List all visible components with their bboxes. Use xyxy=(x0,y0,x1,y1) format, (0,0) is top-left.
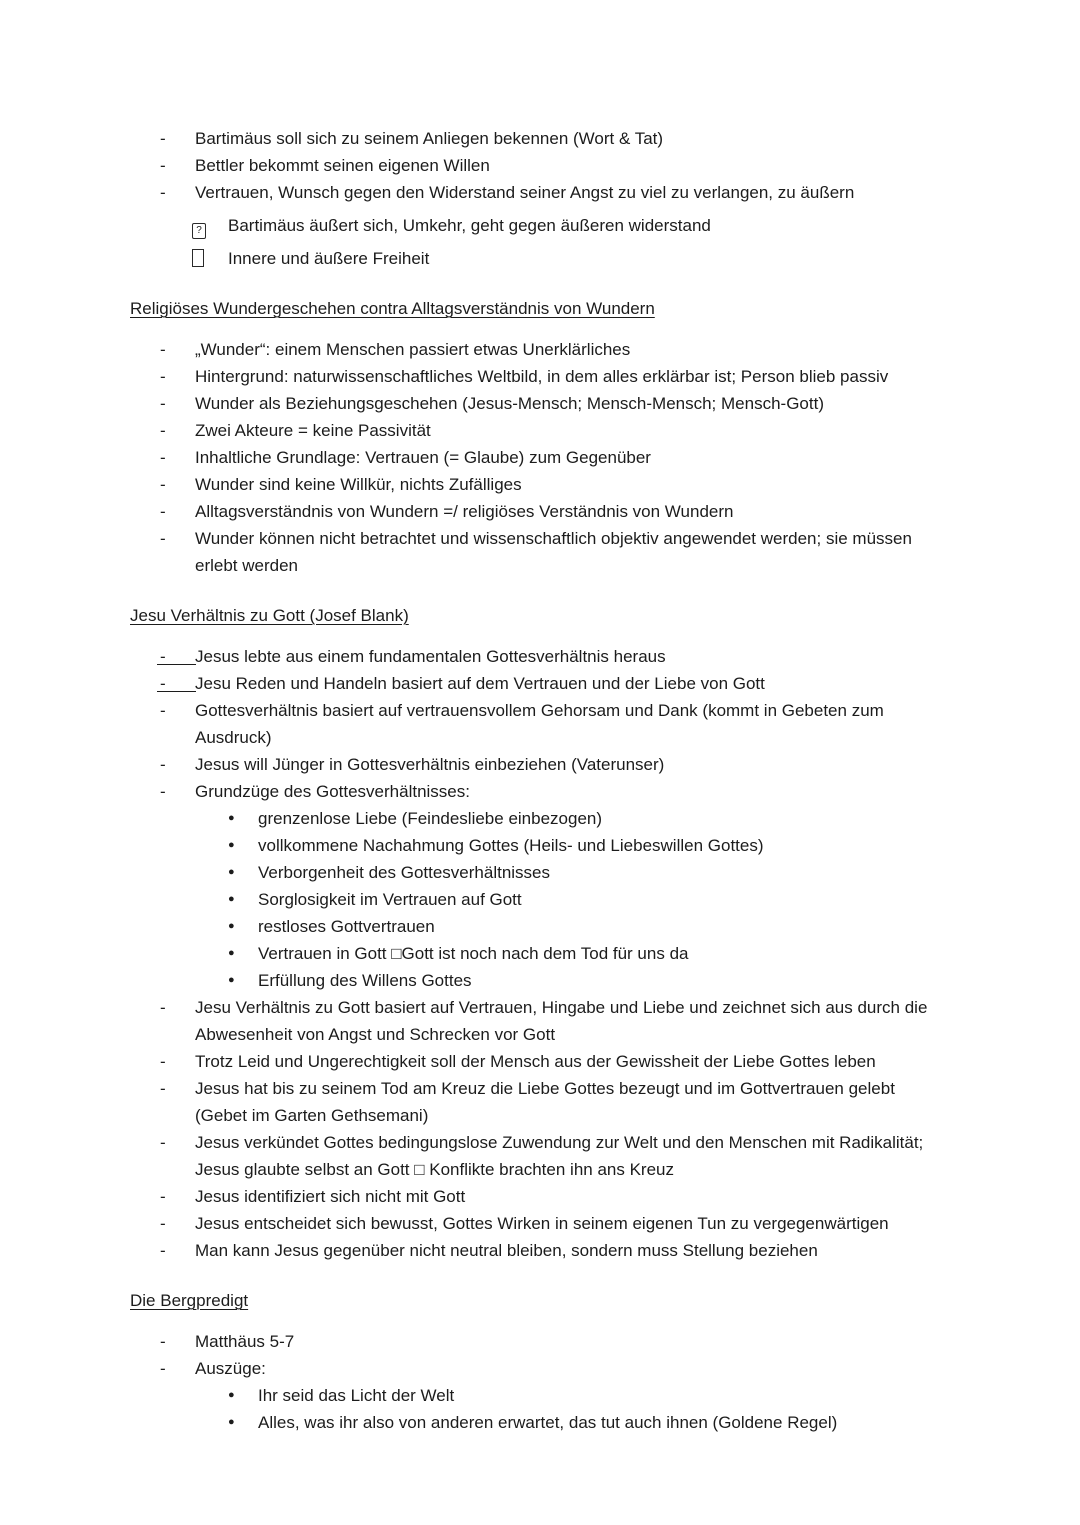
dash-bullet-icon: - xyxy=(160,367,166,386)
dash-bullet-icon: - xyxy=(160,1133,166,1152)
list-item-text: Inhaltliche Grundlage: Vertrauen (= Glaube) zum Gegenüber xyxy=(195,448,651,467)
list-item xyxy=(130,1237,942,1264)
list-item xyxy=(130,1048,942,1075)
list-bullet-item xyxy=(130,967,942,994)
list-subitem xyxy=(130,245,942,272)
list-item-text: Jesus entscheidet sich bewusst, Gottes Wirken in seinem eigenen Tun zu vergegenwärtigen xyxy=(195,1214,889,1233)
list-item xyxy=(130,179,942,206)
round-bullet-icon: ● xyxy=(228,866,235,878)
list-item-text: Gottesverhältnis basiert auf vertrauensvollem Gehorsam und Dank (kommt in Gebeten zum Ausdruck) xyxy=(195,701,884,747)
marker-cell xyxy=(192,245,228,272)
list-item-text: Ihr seid das Licht der Welt xyxy=(258,1386,455,1405)
round-bullet-icon: ● xyxy=(228,947,235,959)
list-item xyxy=(130,697,942,751)
list-item xyxy=(130,1183,942,1210)
dash-bullet-icon: - xyxy=(160,701,166,720)
list-item-text: Jesus lebte aus einem fundamentalen Gottesverhältnis heraus xyxy=(195,647,666,666)
list-subitem xyxy=(130,212,942,239)
list-item-text: Matthäus 5-7 xyxy=(195,1332,295,1351)
round-bullet-icon: ● xyxy=(228,1389,235,1401)
round-bullet-icon: ● xyxy=(228,893,235,905)
list-bullet-item xyxy=(130,1409,942,1436)
list-item-text: Verborgenheit des Gottesverhältnisses xyxy=(258,863,551,882)
section-heading: Die Bergpredigt xyxy=(130,1291,249,1310)
dash-bullet-icon: - xyxy=(160,998,166,1017)
list-item-text: restloses Gottvertrauen xyxy=(258,917,435,936)
dash-bullet-icon: - xyxy=(160,1214,166,1233)
list-item-text: Man kann Jesus gegenüber nicht neutral bleiben, sondern muss Stellung beziehen xyxy=(195,1241,818,1260)
dash-bullet-icon: - xyxy=(160,448,166,467)
list-bullet-item xyxy=(130,886,942,913)
dash-bullet-icon: - xyxy=(160,1079,166,1098)
list-item xyxy=(130,1355,942,1382)
missing-glyph-question-icon: ? xyxy=(192,223,206,239)
round-bullet-icon: ● xyxy=(228,839,235,851)
section-religioeses-wundergeschehen xyxy=(130,295,942,579)
list-item-text: Bettler bekommt seinen eigenen Willen xyxy=(195,156,490,175)
round-bullet-icon: ● xyxy=(228,974,235,986)
list-item-text: Alltagsverständnis von Wundern =/ religiöses Verständnis von Wundern xyxy=(195,502,734,521)
list-bullet-item xyxy=(130,913,942,940)
section-jesu-verhaeltnis-zu-gott xyxy=(130,602,942,1264)
missing-glyph-box-icon xyxy=(192,249,204,267)
underlined-dash-bullet-icon: - xyxy=(160,643,195,670)
list-item-text: Jesus will Jünger in Gottesverhältnis einbeziehen (Vaterunser) xyxy=(195,755,665,774)
dash-bullet-icon: - xyxy=(160,755,166,774)
list-item-text: Bartimäus soll sich zu seinem Anliegen bekennen (Wort & Tat) xyxy=(195,129,664,148)
list-item xyxy=(130,152,942,179)
dash-bullet-icon: - xyxy=(160,1052,166,1071)
dash-bullet-icon: - xyxy=(160,421,166,440)
list-item-text: vollkommene Nachahmung Gottes (Heils- und Liebeswillen Gottes) xyxy=(258,836,764,855)
section-die-bergpredigt xyxy=(130,1287,942,1436)
dash-bullet-icon: - xyxy=(160,340,166,359)
list-item-text: Auszüge: xyxy=(195,1359,266,1378)
section-heading: Religiöses Wundergeschehen contra Alltagsverständnis von Wundern xyxy=(130,299,655,318)
list-item xyxy=(130,363,942,390)
list-bullet-item xyxy=(130,832,942,859)
list-item-text: Zwei Akteure = keine Passivität xyxy=(195,421,431,440)
list-item xyxy=(130,498,942,525)
list-item xyxy=(130,336,942,363)
dash-bullet-icon: - xyxy=(160,529,166,548)
section-bartimaeus-continuation xyxy=(130,125,942,272)
list-item xyxy=(130,1129,942,1183)
list-item-text: Jesu Verhältnis zu Gott basiert auf Vertrauen, Hingabe und Liebe und zeichnet sich aus durch die Abwesenheit von Angst und Schrecken vor Gott xyxy=(195,998,928,1044)
dash-bullet-icon: - xyxy=(160,156,166,175)
list-item-text: Wunder sind keine Willkür, nichts Zufälliges xyxy=(195,475,522,494)
marker-cell xyxy=(192,212,228,239)
list-item xyxy=(130,471,942,498)
list-item-text: Jesus verkündet Gottes bedingungslose Zuwendung zur Welt und den Menschen mit Radikalität; Jesus glaubte selbst an Gott □ Konflikte brachten ihn ans Kreuz xyxy=(195,1133,924,1179)
round-bullet-icon: ● xyxy=(228,1416,235,1428)
list-item xyxy=(130,1075,942,1129)
list-item xyxy=(130,525,942,579)
list-item xyxy=(130,125,942,152)
dash-bullet-icon: - xyxy=(160,782,166,801)
list-item xyxy=(130,1328,942,1355)
list-item-text: „Wunder“: einem Menschen passiert etwas Unerklärliches xyxy=(195,340,631,359)
dash-bullet-icon: - xyxy=(160,502,166,521)
list-item xyxy=(130,778,942,805)
list-item-text: Jesus identifiziert sich nicht mit Gott xyxy=(195,1187,466,1206)
dash-bullet-icon: - xyxy=(160,1241,166,1260)
dash-bullet-icon: - xyxy=(160,475,166,494)
list-item-text: Vertrauen, Wunsch gegen den Widerstand seiner Angst zu viel zu verlangen, zu äußern xyxy=(195,183,855,202)
list-item-text: Wunder können nicht betrachtet und wissenschaftlich objektiv angewendet werden; sie müssen erlebt werden xyxy=(195,529,912,575)
list-item xyxy=(130,417,942,444)
round-bullet-icon: ● xyxy=(228,920,235,932)
list-item-text: Alles, was ihr also von anderen erwartet, das tut auch ihnen (Goldene Regel) xyxy=(258,1413,838,1432)
list-item xyxy=(130,444,942,471)
dash-bullet-icon: - xyxy=(160,129,166,148)
list-item xyxy=(130,751,942,778)
list-item-text: Wunder als Beziehungsgeschehen (Jesus-Mensch; Mensch-Mensch; Mensch-Gott) xyxy=(195,394,824,413)
section-heading: Jesu Verhältnis zu Gott (Josef Blank) xyxy=(130,606,409,625)
dash-bullet-icon: - xyxy=(160,1332,166,1351)
list-item xyxy=(130,390,942,417)
list-item-text: Erfüllung des Willens Gottes xyxy=(258,971,472,990)
list-bullet-item xyxy=(130,940,942,967)
list-item-text: Innere und äußere Freiheit xyxy=(228,249,430,268)
list-item-text: Sorglosigkeit im Vertrauen auf Gott xyxy=(258,890,522,909)
dash-bullet-icon: - xyxy=(160,1359,166,1378)
round-bullet-icon: ● xyxy=(228,812,235,824)
list-item-text: Bartimäus äußert sich, Umkehr, geht gegen äußeren widerstand xyxy=(228,216,711,235)
list-bullet-item xyxy=(130,1382,942,1409)
list-item xyxy=(130,643,942,670)
list-item-text: Vertrauen in Gott □Gott ist noch nach dem Tod für uns da xyxy=(258,944,689,963)
list-item-text: Jesu Reden und Handeln basiert auf dem Vertrauen und der Liebe von Gott xyxy=(195,674,765,693)
list-item-text: Grundzüge des Gottesverhältnisses: xyxy=(195,782,470,801)
list-bullet-item xyxy=(130,805,942,832)
underlined-dash-bullet-icon: - xyxy=(160,670,195,697)
dash-bullet-icon: - xyxy=(160,1187,166,1206)
dash-bullet-icon: - xyxy=(160,394,166,413)
list-item-text: grenzenlose Liebe (Feindesliebe einbezogen) xyxy=(258,809,603,828)
list-item xyxy=(130,1210,942,1237)
list-item-text: Jesus hat bis zu seinem Tod am Kreuz die Liebe Gottes bezeugt und im Gottvertrauen gelebt (Gebet im Garten Gethsemani) xyxy=(195,1079,895,1125)
list-item xyxy=(130,994,942,1048)
list-bullet-item xyxy=(130,859,942,886)
list-item-text: Hintergrund: naturwissenschaftliches Weltbild, in dem alles erklärbar ist; Person blieb passiv xyxy=(195,367,889,386)
dash-bullet-icon: - xyxy=(160,183,166,202)
list-item xyxy=(130,670,942,697)
list-item-text: Trotz Leid und Ungerechtigkeit soll der Mensch aus der Gewissheit der Liebe Gottes leben xyxy=(195,1052,876,1071)
